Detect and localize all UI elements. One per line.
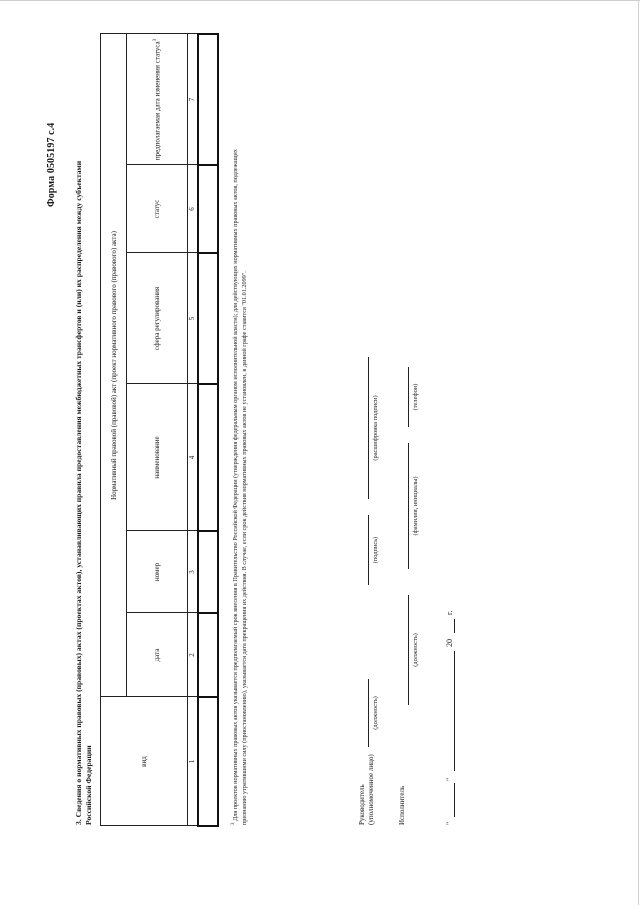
head-position-caption: (должность) [372,696,379,730]
col-header-status-change-date-label: предполагаемая дата изменения статуса [153,41,162,161]
col-num-5: 5 [188,253,198,384]
col-num-3: 3 [188,531,198,613]
head-position-line [368,679,369,747]
head-signature-caption: (подпись) [372,536,379,564]
head-label [358,754,375,825]
date-month-line [454,651,455,771]
date-quote-open: " [445,821,454,825]
footnote-text: Для проектов нормативных правовых актов указывается предполагаемый срок внесения в Правительство Российской Федерации (утверждения федеральным органом исполнительной власти); для действующих нормативных правовых актов, подлежащих признанию утратившими силу (приостановлению), указывается дата прекращения их действия. В случае, если срок действия нормативных правовых актов не установлен, в данной графе ставится "01.01.2099". [232,149,248,825]
executor-phone-caption: (телефон) [412,383,419,411]
col-header-number: номер [127,531,188,613]
section-heading: 3. Сведения о нормативных правовых (правовых) актах (проектах актов), устанавливающих правила предоставления межбюджетных трансфертов и (или) их распределения между субъектами Российской Федерации [74,160,93,825]
form-title: Форма 0505197 с.4 [46,122,57,207]
table-cell [198,165,218,253]
footnote-mark: 3 [231,822,236,825]
col-header-name: наименование [127,384,188,531]
col-header-status-change-date [127,34,188,165]
col-header-type: вид [101,697,188,826]
table-group-header-row [101,34,127,826]
col-num-4: 4 [188,384,198,531]
date-year-line [454,619,455,633]
table-number-row [188,34,198,826]
executor-name-line [408,443,409,569]
executor-phone-line [408,367,409,427]
head-signature-line [368,515,369,585]
col-header-date: дата [127,613,188,697]
date-day-line [454,783,455,817]
col-num-2: 2 [188,613,198,697]
head-decoding-line [368,357,369,499]
head-decoding-caption: (расшифровка подписи) [372,395,379,461]
date-year-suffix: г. [445,610,454,615]
col-num-1: 1 [188,697,198,826]
col-num-7: 7 [188,34,198,165]
table-cell [198,613,218,697]
table-cell [198,697,218,826]
head-label-line-2: (уполномоченное лицо) [366,754,375,825]
executor-position-line [408,595,409,705]
col-header-scope: сфера регулирования [127,253,188,384]
table-data-row [198,34,218,826]
col-header-status: статус [127,165,188,253]
acts-table [100,33,219,827]
col-header-footnote-mark: 3 [152,38,158,42]
executor-name-caption: (фамилия, инициалы) [412,476,419,536]
footnote [230,125,249,825]
col-num-6: 6 [188,165,198,253]
col-group-header: Нормативный правовой (правовой) акт (проект нормативного правового (правового) акта) [101,34,127,697]
executor-label: Исполнитель [398,785,406,825]
table-cell [198,253,218,384]
table-cell [198,34,218,165]
date-year-prefix: 20 [445,639,454,647]
executor-position-caption: (должность) [412,633,419,667]
table-cell [198,384,218,531]
date-quote-close: " [445,777,454,781]
table-cell [198,531,218,613]
head-label-line-1: Руководитель [358,784,366,825]
